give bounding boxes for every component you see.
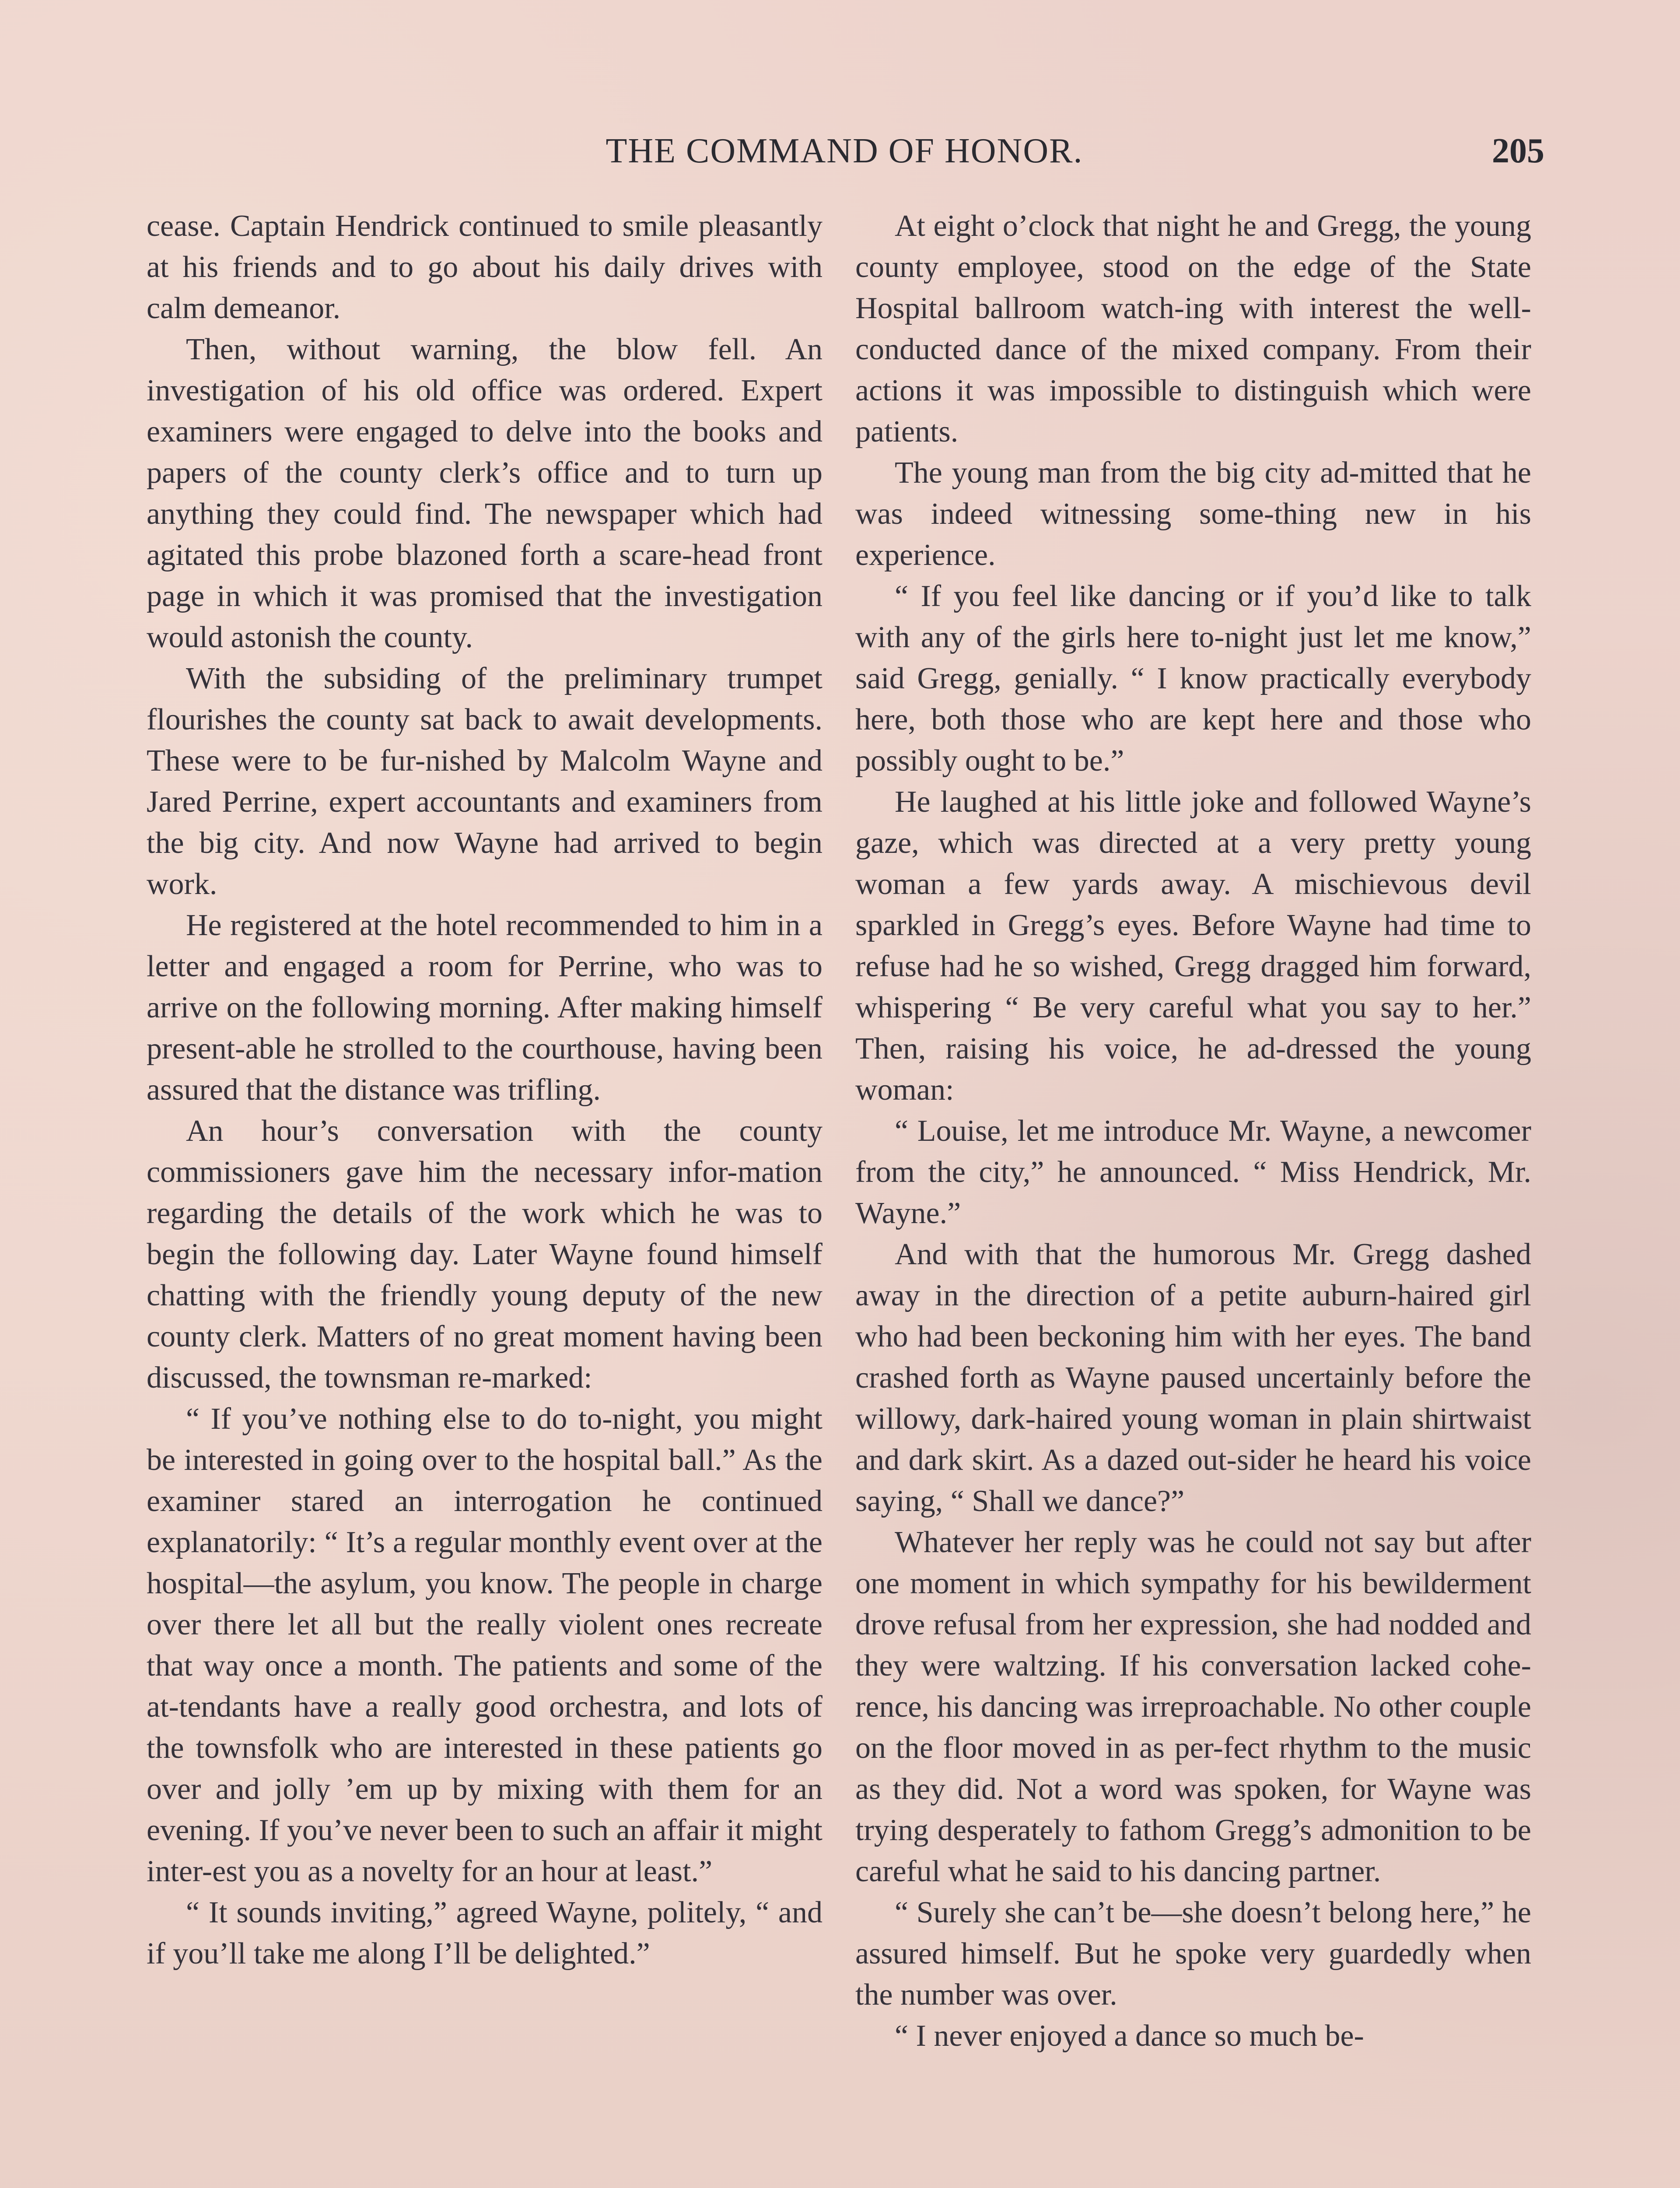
paragraph: “ Louise, let me introduce Mr. Wayne, a newcomer from the city,” he announced. “ Miss Hendrick, Mr. Wayne.” <box>855 1114 1531 1230</box>
paragraph: Then, without warning, the blow fell. An investigation of his old office was ordered. Expert examiners were engaged to delve into the books and papers of the county clerk’s office and to turn up anything they could find. The newspaper which had agitated this probe blazoned forth a scare-head front page in which it was promised that the investigation would astonish the county. <box>147 333 822 654</box>
paragraph: “ It sounds inviting,” agreed Wayne, politely, “ and if you’ll take me along I’ll be delighted.” <box>147 1896 822 1971</box>
paragraph: With the subsiding of the preliminary trumpet flourishes the county sat back to await developments. These were to be fur-nished by Malcolm Wayne and Jared Perrine, expert accountants and examiners from the big city. And now Wayne had arrived to begin work. <box>147 662 822 901</box>
page-number: 205 <box>1492 132 1544 170</box>
paragraph: And with that the humorous Mr. Gregg dashed away in the direction of a petite auburn-haired girl who had been beckoning him with her eyes. The band crashed forth as Wayne paused uncertainly before the willowy, dark-haired young woman in plain shirtwaist and dark skirt. As a dazed out-sider he heard his voice saying, “ Shall we dance?” <box>855 1238 1531 1518</box>
running-title: THE COMMAND OF HONOR. <box>606 132 1083 170</box>
paragraph: “ If you feel like dancing or if you’d like to talk with any of the girls here to-night just let me know,” said Gregg, genially. “ I know practically everybody here, both those who are kept here and those who possibly ought to be.” <box>855 579 1531 778</box>
paragraph: At eight o’clock that night he and Gregg, the young county employee, stood on the edge of the State Hospital ballroom watch-ing with interest the well-conducted dance of the mixed company. From their actions it was impossible to distinguish which were patients. <box>855 209 1531 449</box>
running-head <box>144 131 1544 179</box>
paragraph: “ I never enjoyed a dance so much be- <box>895 2019 1364 2053</box>
paragraph: The young man from the big city ad-mitted that he was indeed witnessing some-thing new in his experience. <box>855 456 1531 572</box>
paragraph: cease. Captain Hendrick continued to smile pleasantly at his friends and to go about his daily drives with calm demeanor. <box>147 209 822 325</box>
paragraph: Whatever her reply was he could not say but after one moment in which sympathy for his bewilderment drove refusal from her expression, she had nodded and they were waltzing. If his conversation lacked cohe-rence, his dancing was irreproachable. No other couple on the floor moved in as per-fect rhythm to the music as they did. Not a word was spoken, for Wayne was trying desperately to fathom Gregg’s admonition to be careful what he said to his dancing partner. <box>855 1525 1531 1888</box>
paragraph: “ Surely she can’t be—she doesn’t belong here,” he assured himself. But he spoke very guardedly when the number was over. <box>855 1896 1531 2012</box>
paragraph: He laughed at his little joke and followed Wayne’s gaze, which was directed at a very pretty young woman a few yards away. A mischievous devil sparkled in Gregg’s eyes. Before Wayne had time to refuse had he so wished, Gregg dragged him forward, whispering “ Be very careful what you say to her.” Then, raising his voice, he ad-dressed the young woman: <box>855 785 1531 1107</box>
paragraph: “ If you’ve nothing else to do to-night, you might be interested in going over to the hospital ball.” As the examiner stared an interrogation he continued explanatorily: “ It’s a regular monthly event over at the hospital—the asylum, you know. The people in charge over there let all but the really violent ones recreate that way once a month. The patients and some of the at-tendants have a really good orchestra, and lots of the townsfolk who are interested in these patients go over and jolly ’em up by mixing with them for an evening. If you’ve never been to such an affair it might inter-est you as a novelty for an hour at least.” <box>147 1402 822 1888</box>
right-column <box>855 206 1531 2057</box>
left-column <box>147 206 822 1974</box>
paragraph: He registered at the hotel recommended to him in a letter and engaged a room for Perrine, who was to arrive on the following morning. After making himself present-able he strolled to the courthouse, having been assured that the distance was trifling. <box>147 908 822 1107</box>
paragraph: An hour’s conversation with the county commissioners gave him the necessary infor-mation regarding the details of the work which he was to begin the following day. Later Wayne found himself chatting with the friendly young deputy of the new county clerk. Matters of no great moment having been discussed, the townsman re-marked: <box>147 1114 822 1395</box>
